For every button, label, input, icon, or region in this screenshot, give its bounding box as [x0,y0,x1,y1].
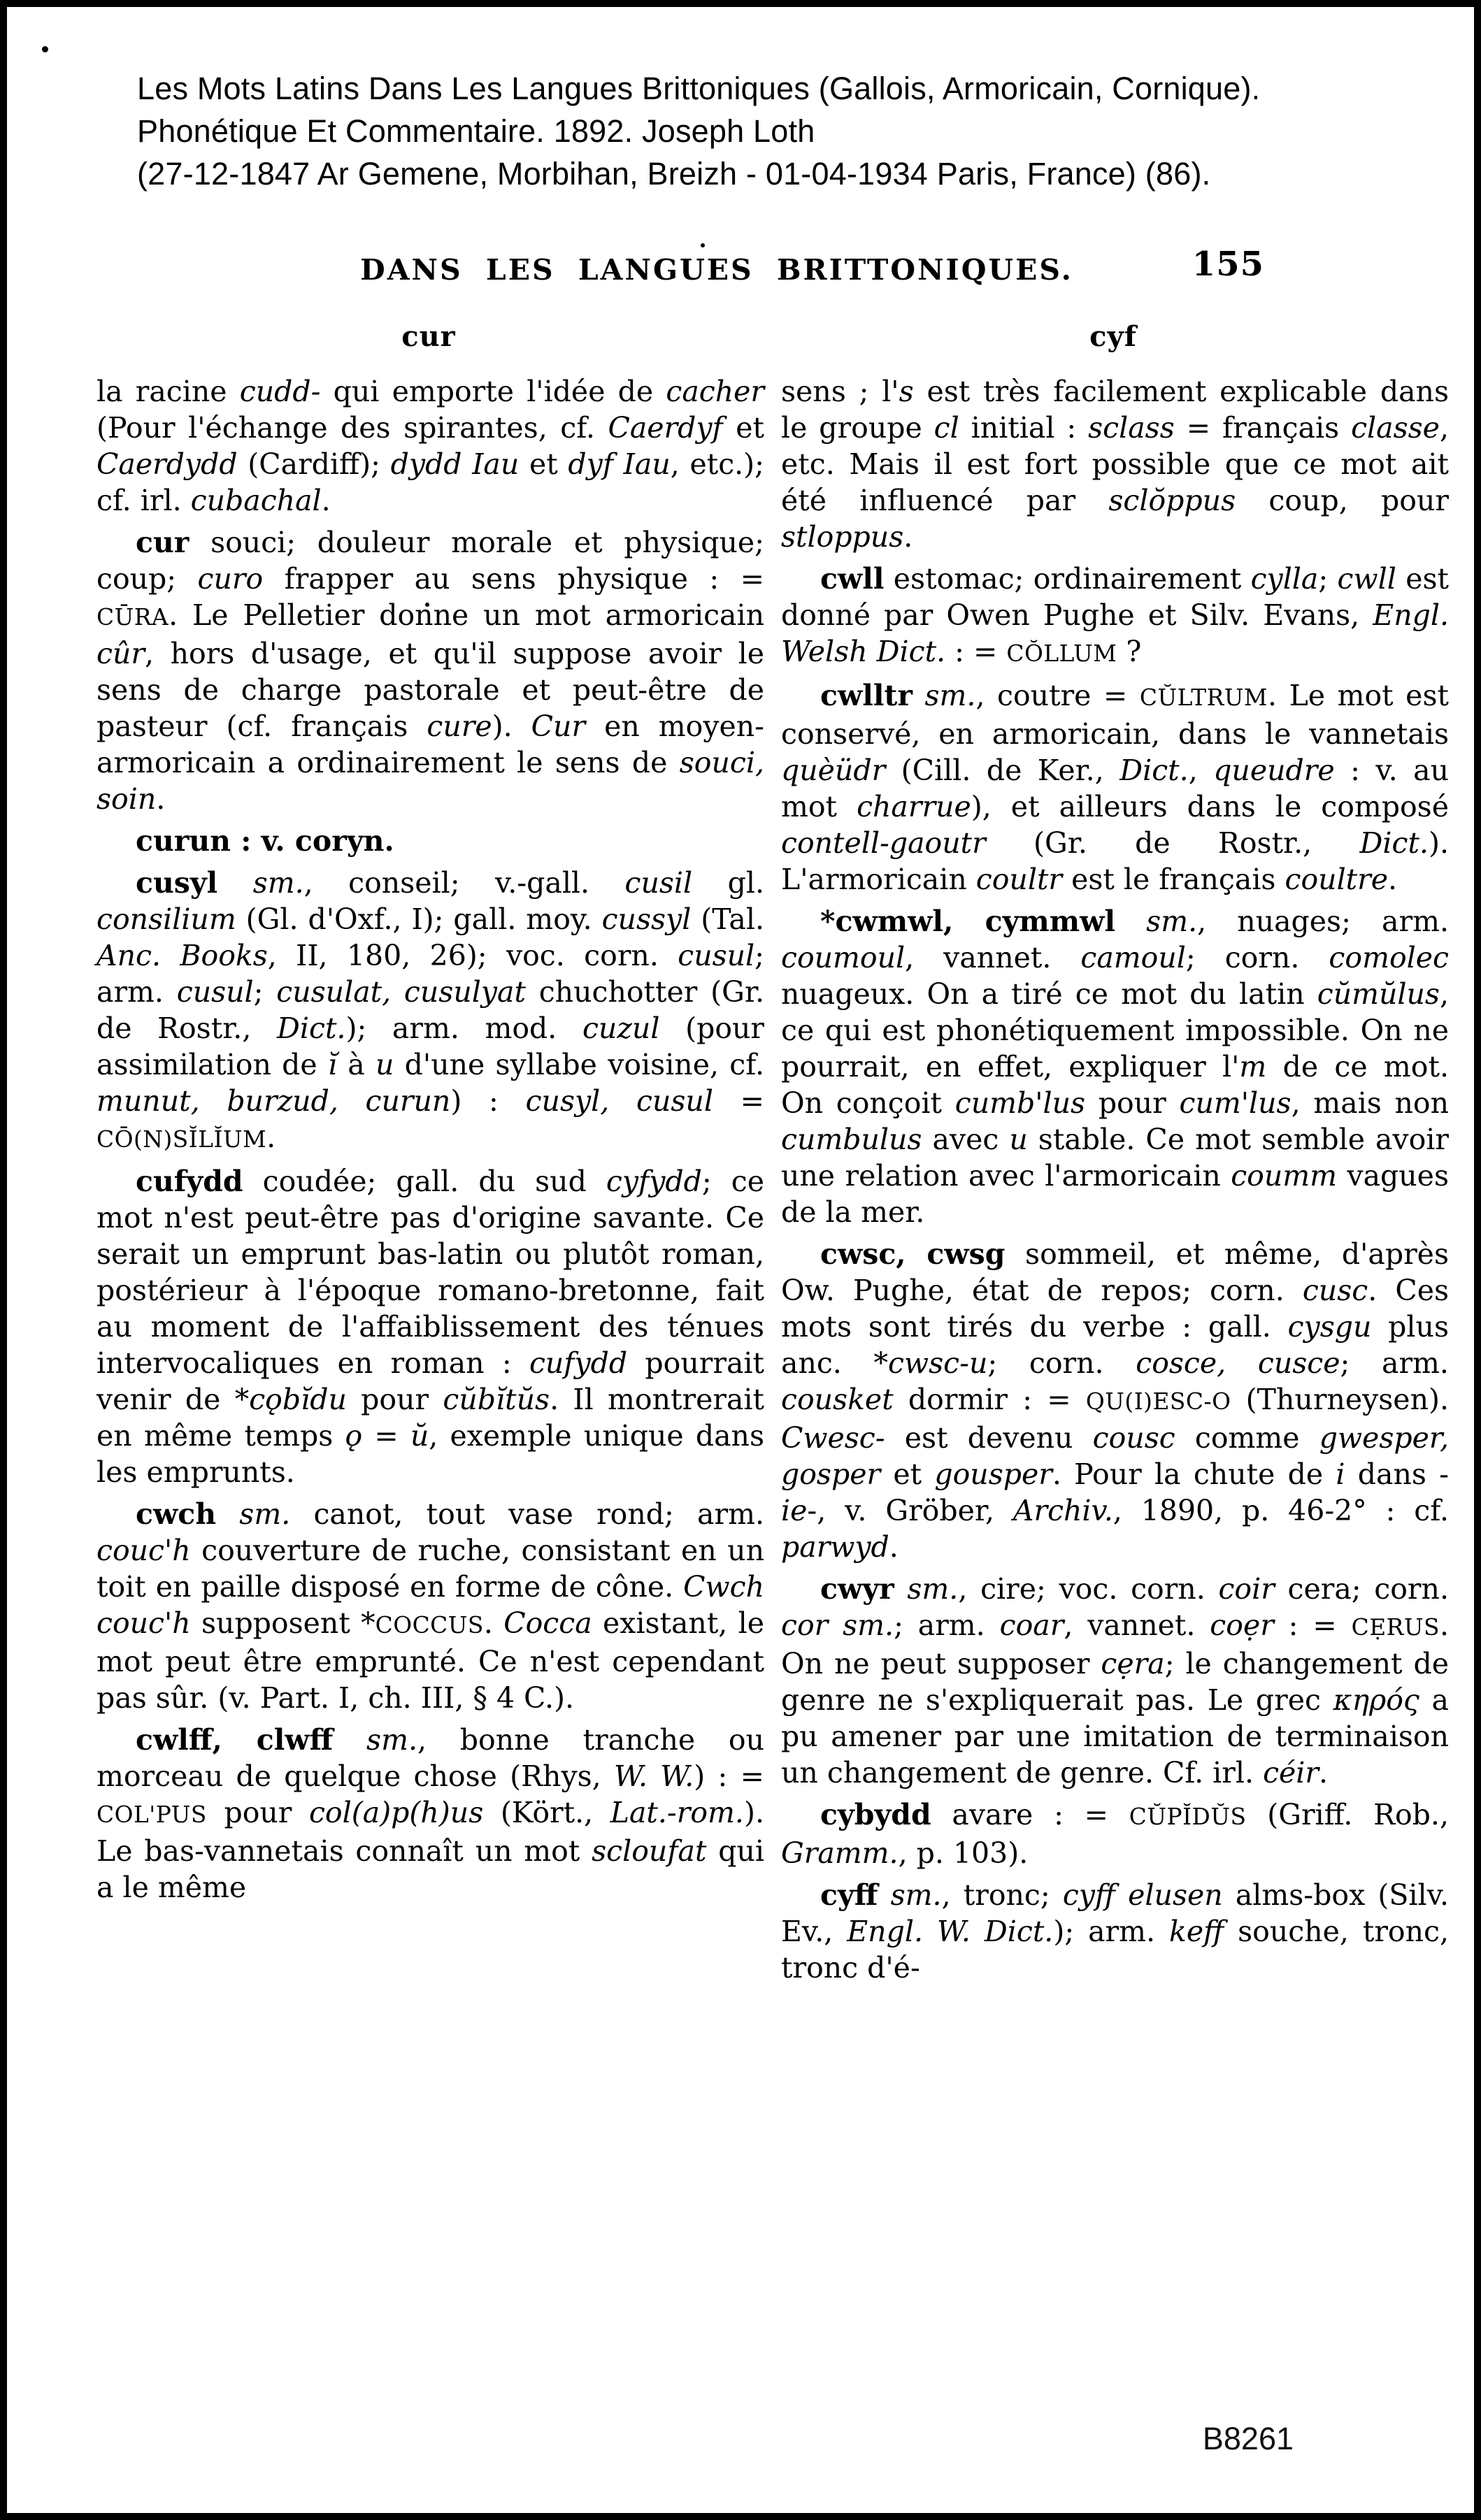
dictionary-paragraph: cufydd coudée; gall. du sud cyfydd; ce mot n'est peut-être pas d'origine savante. Ce serait un emprunt bas-latin ou plutôt roman, postérieur à l'époque romano-bretonne, fait au moment de l'affaiblissement des ténues intervocaliques en roman : cufydd pourrait venir de *cǫbĭdu pour cŭbĭtŭs. Il montrerait en même temps ǫ = ŭ, exemple unique dans les emprunts. [96,1165,764,1489]
book-title: Les Mots Latins Dans Les Langues Brittoniques (Gallois, Armoricain, Cornique). [137,71,1261,106]
dictionary-paragraph: *cwmwl, cymmwl sm., nuages; arm. coumoul, vannet. camoul; corn. comolec nuageux. On a tiré ce mot du latin cŭmŭlus, ce qui est phonétiquement impossible. On ne pourrait, en effet, expliquer l'm de ce mot. On conçoit cumb'lus pour cum'lus, mais non cumbulus avec u stable. Ce mot semble avoir une relation avec l'armoricain coumm vagues de la mer. [781,905,1450,1229]
dictionary-paragraph: cwsc, cwsg sommeil, et même, d'après Ow. Pughe, état de repos; corn. cusc. Ces mots sont tirés du verbe : gall. cysgu plus anc. *cwsc-u; corn. cosce, cusce; arm. cousket dormir : = QU(I)ESC-O (Thurneysen). Cwesc- est devenu cousc comme gwesper, gosper et gousper. Pour la chute de i dans -ie-, v. Gröber, Archiv., 1890, p. 46-2° : cf. parwyd. [781,1237,1450,1564]
dictionary-paragraph: cwlltr sm., coutre = CŬLTRUM. Le mot est conservé, en armoricain, dans le vannetais quèüdr (Cill. de Ker., Dict., queudre : v. au mot charrue), et ailleurs dans le composé contell-gaoutr (Gr. de Rostr., Dict.). L'armoricain coultr est le français coultre. [781,679,1449,896]
dictionary-paragraph: cwyr sm., cire; voc. corn. coir cera; corn. cor sm.; arm. coar, vannet. coẹr : = CẸRUS. On ne peut supposer cẹra; le changement de genre ne s'expliquerait pas. Le grec κηρός a pu amener par une imitation de terminaison un changement de genre. Cf. irl. céir. [781,1572,1449,1790]
dictionary-paragraph: sens ; l's est très facilement explicable dans le groupe cl initial : sclass = français classe, etc. Mais il est fort possible que ce mot ait été influencé par sclŏppus coup, pour stloppus. [781,375,1449,554]
two-column-text-block [96,373,1449,1992]
dictionary-paragraph: cusyl sm., conseil; v.-gall. cusil gl. consilium (Gl. d'Oxf., I); gall. moy. cussyl (Tal. Anc. Books, II, 180, 26); voc. corn. cusul; arm. cusul; cusulat, cusulyat chuchotter (Gr. de Rostr., Dict.); arm. mod. cuzul (pour assimilation de ĭ à u d'une syllabe voisine, cf. munut, burzud, curun) : cusyl, cusul = CŌ(N)SĬLĬUM. [96,866,765,1154]
dictionary-paragraph: cyff sm., tronc; cyff elusen alms-box (Silv. Ev., Engl. W. Dict.); arm. keff souche, tronc, tronc d'é- [781,1878,1450,1985]
ink-speck [701,243,705,247]
dictionary-paragraph: curun : v. coryn. [136,824,394,858]
author-dates: (27-12-1847 Ar Gemene, Morbihan, Breizh - 01-04-1934 Paris, France) (86). [137,156,1211,192]
dictionary-paragraph: cwll estomac; ordinairement cylla; cwll est donné par Owen Pughe et Silv. Evans, Engl. Welsh Dict. : = CŎLLUM ? [781,562,1449,668]
book-subtitle-author: Phonétique Et Commentaire. 1892. Joseph Loth [137,113,815,149]
catalog-id: B8261 [1202,2421,1294,2456]
dictionary-paragraph: cwlff, clwff sm., bonne tranche ou morceau de quelque chose (Rhys, W. W.) : = COL'PUS pour col(a)p(h)us (Kört., Lat.-rom.). Le bas-vannetais connaît un mot scloufat qui a le même [96,1723,764,1904]
dictionary-paragraph: cur souci; douleur morale et physique; coup; curo frapper au sens physique : = CŪRA. Le Pelletier donne un mot armoricain cûr, hors d'usage, et qu'il suppose avoir le sens de charge pastorale et peut-être de pasteur (cf. français cure). Cur en moyen-armoricain a ordinairement le sens de souci, soin. [96,526,764,816]
right-column-guide-word: cyf [1089,320,1137,353]
dictionary-paragraph: cybydd avare : = CŬPĬDŬS (Griff. Rob., Gramm., p. 103). [781,1798,1449,1870]
scan-metadata-header [137,67,1390,195]
dictionary-paragraph: cwch sm. canot, tout vase rond; arm. couc'h couverture de ruche, consistant en un toit en paille disposé en forme de cône. Cwch couc'h supposent *COCCUS. Cocca existant, le mot peut être emprunté. Ce n'est cependant pas sûr. (v. Part. I, ch. III, § 4 C.). [96,1497,764,1715]
right-column [781,373,1449,1992]
ink-speck [42,46,48,52]
page-number: 155 [1192,245,1264,284]
left-column-guide-word: cur [401,320,456,353]
left-column [96,373,764,1992]
running-head: DANS LES LANGUES BRITTONIQUES. [360,253,1073,287]
dictionary-paragraph: la racine cudd- qui emporte l'idée de cacher (Pour l'échange des spirantes, cf. Caerdyf et Caerdydd (Cardiff); dydd Iau et dyf Iau, etc.); cf. irl. cubachal. [96,375,764,517]
